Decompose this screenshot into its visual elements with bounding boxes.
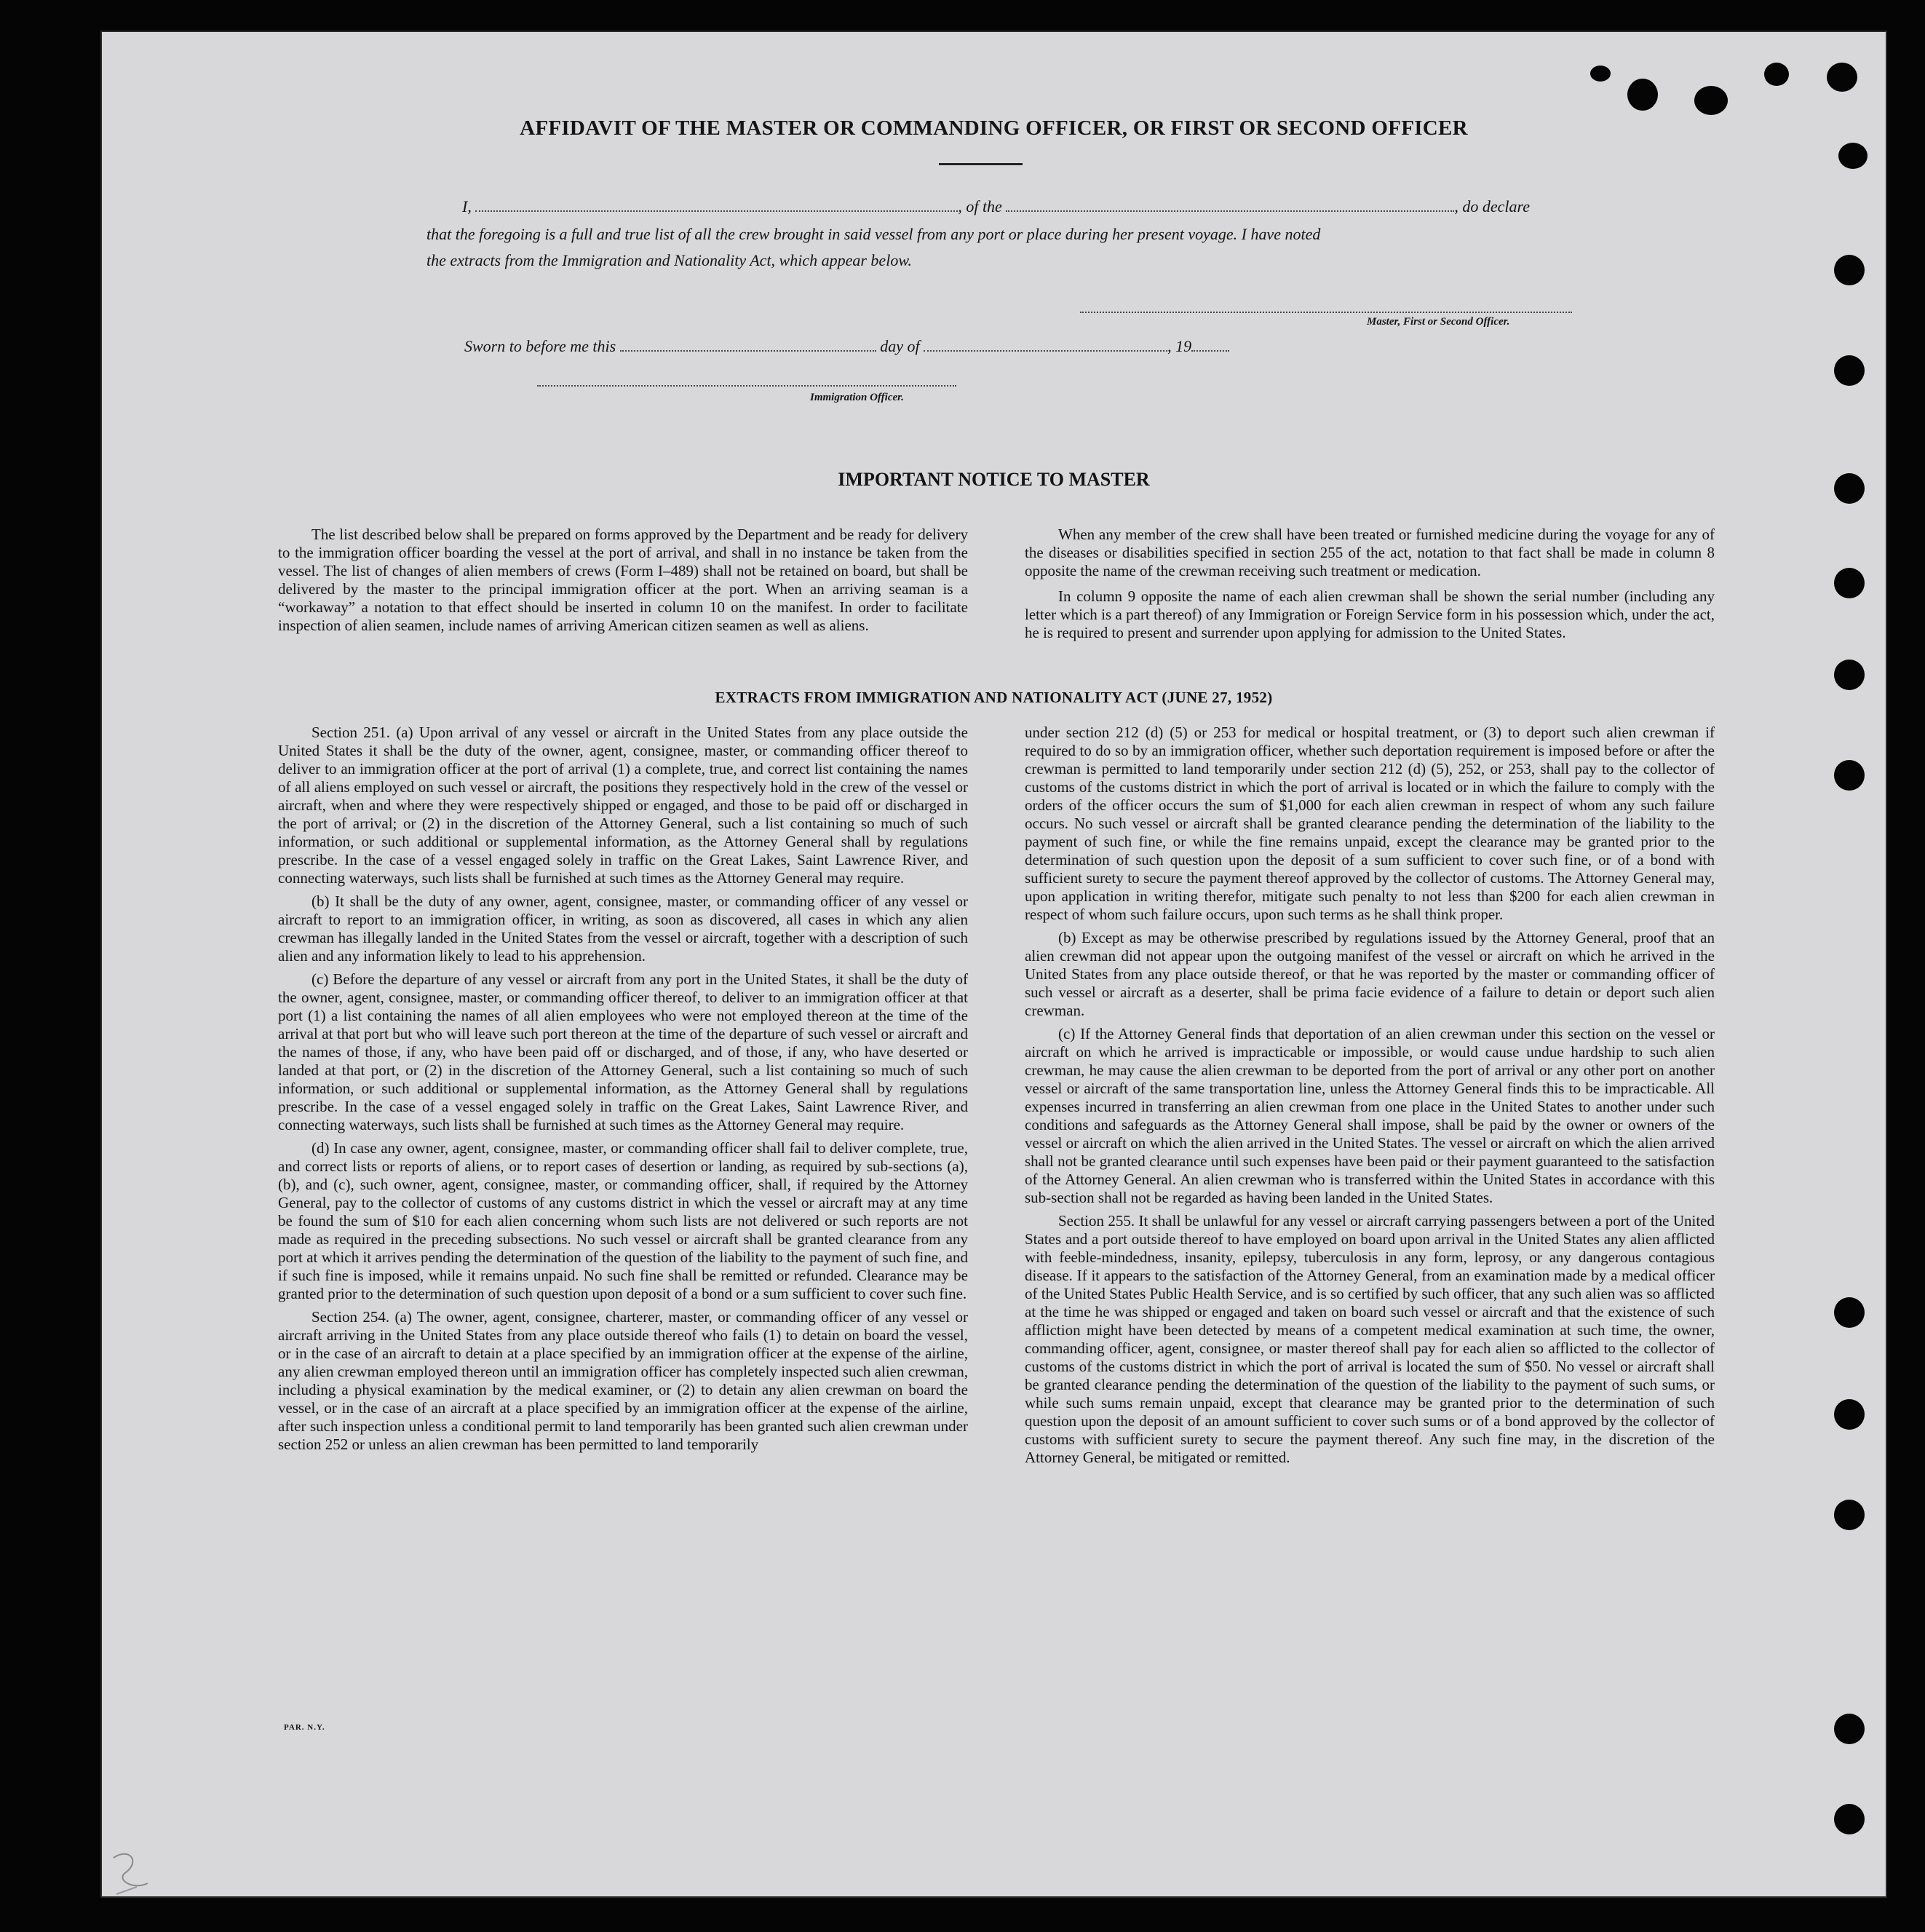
title-underline [939, 163, 1023, 165]
section-251-a: Section 251. (a) Upon arrival of any vessel or aircraft in the United States from any place outside the United States it shall be the duty of the owner, agent, consignee, master, or commanding officer thereof to deliver to an immigration officer at the port of arrival (1) a complete, true, and correct list containing the names of all aliens employed on such vessel or aircraft, the positions they respectively hold in the crew of the vessel or aircraft, when and where they were respectively shipped or engaged, and those to be paid off or discharged in the port of arrival; or (2) in the discretion of the Attorney General, such a list containing so much of such information, or such additional or supplemental information, as the Attorney General shall by regulations prescribe. In the case of a vessel engaged solely in traffic on the Great Lakes, Saint Lawrence River, and connecting waterways, such lists shall be furnished at such times as the Attorney General may require. [278, 724, 968, 887]
declaration-line-2: that the foregoing is a full and true list of all the crew brought in said vessel from any port or place during her present voyage. I have noted [426, 225, 1321, 243]
sworn-year-label: , 19 [1167, 337, 1192, 355]
immigration-officer-signature-line[interactable] [537, 385, 956, 387]
sworn-month-field[interactable] [924, 337, 1167, 352]
sworn-day-of-label: day of [880, 337, 920, 355]
punch-hole [1834, 1399, 1865, 1430]
punch-hole [1834, 1500, 1865, 1530]
punch-hole [1834, 760, 1865, 791]
punch-hole [1764, 63, 1789, 86]
punch-hole [1834, 355, 1865, 386]
punch-hole [1834, 1297, 1865, 1328]
punch-hole [1834, 1714, 1865, 1744]
punch-hole [1827, 63, 1857, 92]
punch-hole [1834, 255, 1865, 285]
notice-title: IMPORTANT NOTICE TO MASTER [838, 469, 1150, 490]
sworn-year-field[interactable] [1191, 337, 1229, 352]
pencil-scribble [108, 1843, 159, 1901]
declaration-line-1 [462, 194, 1674, 220]
master-signature-line[interactable] [1080, 312, 1572, 313]
notice-right-column [1025, 526, 1715, 642]
form-page [100, 31, 1887, 1898]
section-251-b: (b) It shall be the duty of any owner, agent, consignee, master, or commanding officer of any vessel or aircraft to report to an immigration officer, in writing, as soon as discovered, all cases in which any alien crewman has illegally landed in the United States from the vessel or aircraft, together with a description of such alien and any information likely to lead to his apprehension. [278, 892, 968, 965]
notice-right-paragraph-1: When any member of the crew shall have been treated or furnished medicine during the voyage for any of the diseases or disabilities specified in section 255 of the act, notation to that fact shall be made in column 8 opposite the name of the crewman receiving such treatment or medication. [1025, 526, 1715, 579]
printer-mark: PAR. N.Y. [284, 1723, 325, 1732]
punch-hole [1838, 143, 1868, 169]
section-254-b: (b) Except as may be otherwise prescribed by regulations issued by the Attorney General, proof that an alien crewman did not appear upon the outgoing manifest of the vessel or aircraft on which he arrived in the United States from any place outside thereof, or that he was reported by the master or commanding officer of such vessel or aircraft as a deserter, shall be prima facie evidence of a failure to detain or deport such alien crewman. [1025, 929, 1715, 1019]
punch-hole [1834, 1804, 1865, 1834]
punch-hole [1834, 568, 1865, 598]
declaration-line-3: the extracts from the Immigration and Nationality Act, which appear below. [426, 251, 912, 269]
extracts-left-column [278, 724, 968, 1454]
section-254-a: Section 254. (a) The owner, agent, consignee, charterer, master, or commanding officer of any vessel or aircraft arriving in the United States from any place outside thereof who fails (1) to detain on board the vessel, or in the case of an aircraft to detain at a place specified by an immigration officer at the expense of the airline, any alien crewman employed thereon until an immigration officer has completely inspected such alien crewman, including a physical examination by the medical examiner, or (2) to detain any alien crewman on board the vessel, or in the case of an aircraft at a place specified by an immigration officer at the expense of the airline, after such inspection unless a conditional permit to land temporarily has been granted such alien crewman under section 252 or unless an alien crewman has been permitted to land temporarily [278, 1308, 968, 1453]
section-255: Section 255. It shall be unlawful for any vessel or aircraft carrying passengers between a port of the United States and a port outside thereof to have employed on board upon arrival in the United States any alien afflicted with feeble-mindedness, insanity, epilepsy, tuberculosis in any form, leprosy, or any dangerous contagious disease. If it appears to the satisfaction of the Attorney General, from an examination made by a medical officer of the United States Public Health Service, and is so certified by such officer, that any such alien was so afflicted at the time he was shipped or engaged and taken on board such vessel or aircraft and that the existence of such affliction might have been detected by means of a competent medical examination at such time, the owner, commanding officer, agent, consignee, or master thereof shall pay for each alien so afflicted to the collector of customs of the customs district in which the port of arrival is located the sum of $50. No vessel or aircraft shall be granted clearance pending the determination of the question of the liability to the payment of such sums, or while such sums remain unpaid, except that clearance may be granted prior to the determination of such question upon the deposit of an amount sufficient to cover such sums or of a bond approved by the collector of customs with sufficient surety to secure the payment thereof. Any such fine may, in the discretion of the Attorney General, be mitigated or remitted. [1025, 1212, 1715, 1466]
notice-left-paragraph: The list described below shall be prepared on forms approved by the Department and be ready for delivery to the immigration officer boarding the vessel at the port of arrival, and shall in no instance be taken from the vessel. The list of changes of alien members of crews (Form I–489) shall not be retained on board, but shall be delivered by the master to the principal immigration officer at the port. When an arriving seaman is a “workaway” a notation to that effect should be inserted in column 10 on the manifest. In order to facilitate inspection of alien seamen, include names of arriving American citizen seamen as well as aliens. [278, 526, 968, 634]
section-254-c: (c) If the Attorney General finds that deportation of an alien crewman under this section on the vessel or aircraft on which he arrived is impracticable or impossible, or would cause undue hardship to such alien crewman, he may cause the alien crewman to be deported from the port of arrival or any other port on another vessel or aircraft of the same transportation line, unless the Attorney General finds this to be impracticable. All expenses incurred in transferring an alien crewman from one place in the United States to another under such conditions and safeguards as the Attorney General shall impose, shall be paid by the owner or owners of the vessel or aircraft on which the alien arrived in the United States. The vessel or aircraft on which the alien arrived shall not be granted clearance until such expenses have been paid or their payment guaranteed to the satisfaction of the Attorney General. An alien crewman who is transferred within the United States in accordance with this sub-section shall not be regarded as having been landed in the United States. [1025, 1025, 1715, 1206]
section-251-c: (c) Before the departure of any vessel or aircraft from any port in the United States, it shall be the duty of the owner, agent, consignee, master, or commanding officer thereof, to deliver to an immigration officer at that port (1) a list containing the names of all alien employees who were not employed thereon at the time of the arrival at that port but who will leave such port thereon at the time of the departure of such vessel or aircraft and the names of those, if any, who have been paid off or discharged, and of those, if any, who have deserted or landed at that port, or (2) in the discretion of the Attorney General, such a list containing so much of such information, or such additional or supplemental information, as the Attorney General shall by regulations prescribe. In the case of a vessel engaged solely in traffic on the Great Lakes, Saint Lawrence River, and connecting waterways, such lists shall be furnished at such times as the Attorney General may require. [278, 970, 968, 1133]
sworn-prefix: Sworn to before me this [464, 337, 616, 355]
notice-right-paragraph-2: In column 9 opposite the name of each alien crewman shall be shown the serial number (including any letter which is a part thereof) of any Immigration or Foreign Service form in his possession which, under the act, he is required to present and surrender upon applying for admission to the United States. [1025, 587, 1715, 641]
extracts-right-column [1025, 724, 1715, 1467]
affidavit-title: AFFIDAVIT OF THE MASTER OR COMMANDING OFFICER, OR FIRST OR SECOND OFFICER [520, 116, 1468, 140]
vessel-name-field[interactable] [1006, 197, 1454, 212]
section-254-a-continued: under section 212 (d) (5) or 253 for medical or hospital treatment, or (3) to deport such alien crewman if required to do so by an immigration officer, whether such deportation requirement is imposed before or after the crewman is permitted to land temporarily under section 212 (d) (5), 252, or 253, shall pay to the collector of customs of the customs district in which the port of arrival is located or in which the failure to comply with the orders of the officer occurs the sum of $1,000 for each alien crewman in respect of whom any such failure occurs. No such vessel or aircraft shall be granted clearance pending the determination of the liability to the payment of such fine, or while the fine remains unpaid, except the clearance may be granted prior to the determination of such question upon the deposit of a sum sufficient to cover such fine, or of a bond with sufficient surety to secure the payment thereof approved by the collector of customs. The Attorney General may, upon application in writing therefor, mitigate such penalty to not less than $200 for each alien crewman in respect of whom such failure occurs, upon such terms as he shall think proper. [1025, 724, 1715, 923]
immigration-officer-caption: Immigration Officer. [810, 392, 904, 403]
master-signature-caption: Master, First or Second Officer. [1367, 316, 1510, 328]
sworn-day-field[interactable] [620, 337, 876, 352]
notice-left-column [278, 526, 968, 635]
punch-hole [1834, 660, 1865, 690]
declaration-of-the-label: , of the [958, 197, 1002, 215]
punch-hole [1627, 79, 1658, 111]
extracts-title: EXTRACTS FROM IMMIGRATION AND NATIONALITY ACT (JUNE 27, 1952) [715, 689, 1273, 706]
punch-hole [1590, 66, 1611, 82]
sworn-line [464, 333, 1338, 360]
punch-hole [1694, 86, 1728, 115]
declaration-do-declare-label: , do declare [1454, 197, 1530, 215]
officer-name-field[interactable] [475, 197, 958, 212]
section-251-d: (d) In case any owner, agent, consignee, master, or commanding officer shall fail to deliver complete, true, and correct lists or reports of aliens, or to report cases of desertion or landing, as required by sub-sections (a), (b), and (c), such owner, agent, consignee, master, or commanding officer, shall, if required by the Attorney General, pay to the collector of customs of any customs district in which the vessel or aircraft may at any time be found the sum of $10 for each alien concerning whom such lists are not delivered or such reports are not made as required in the preceding subsections. No such vessel or aircraft shall be granted clearance from any port at which it arrives pending the determination of the question of the liability to the payment of such fine, and if such fine is imposed, while it remains unpaid. No such fine shall be remitted or refunded. Clearance may be granted prior to the determination of such question upon deposit of a bond or a sum sufficient to cover such fine. [278, 1139, 968, 1302]
declaration-i-label: I, [462, 197, 472, 215]
